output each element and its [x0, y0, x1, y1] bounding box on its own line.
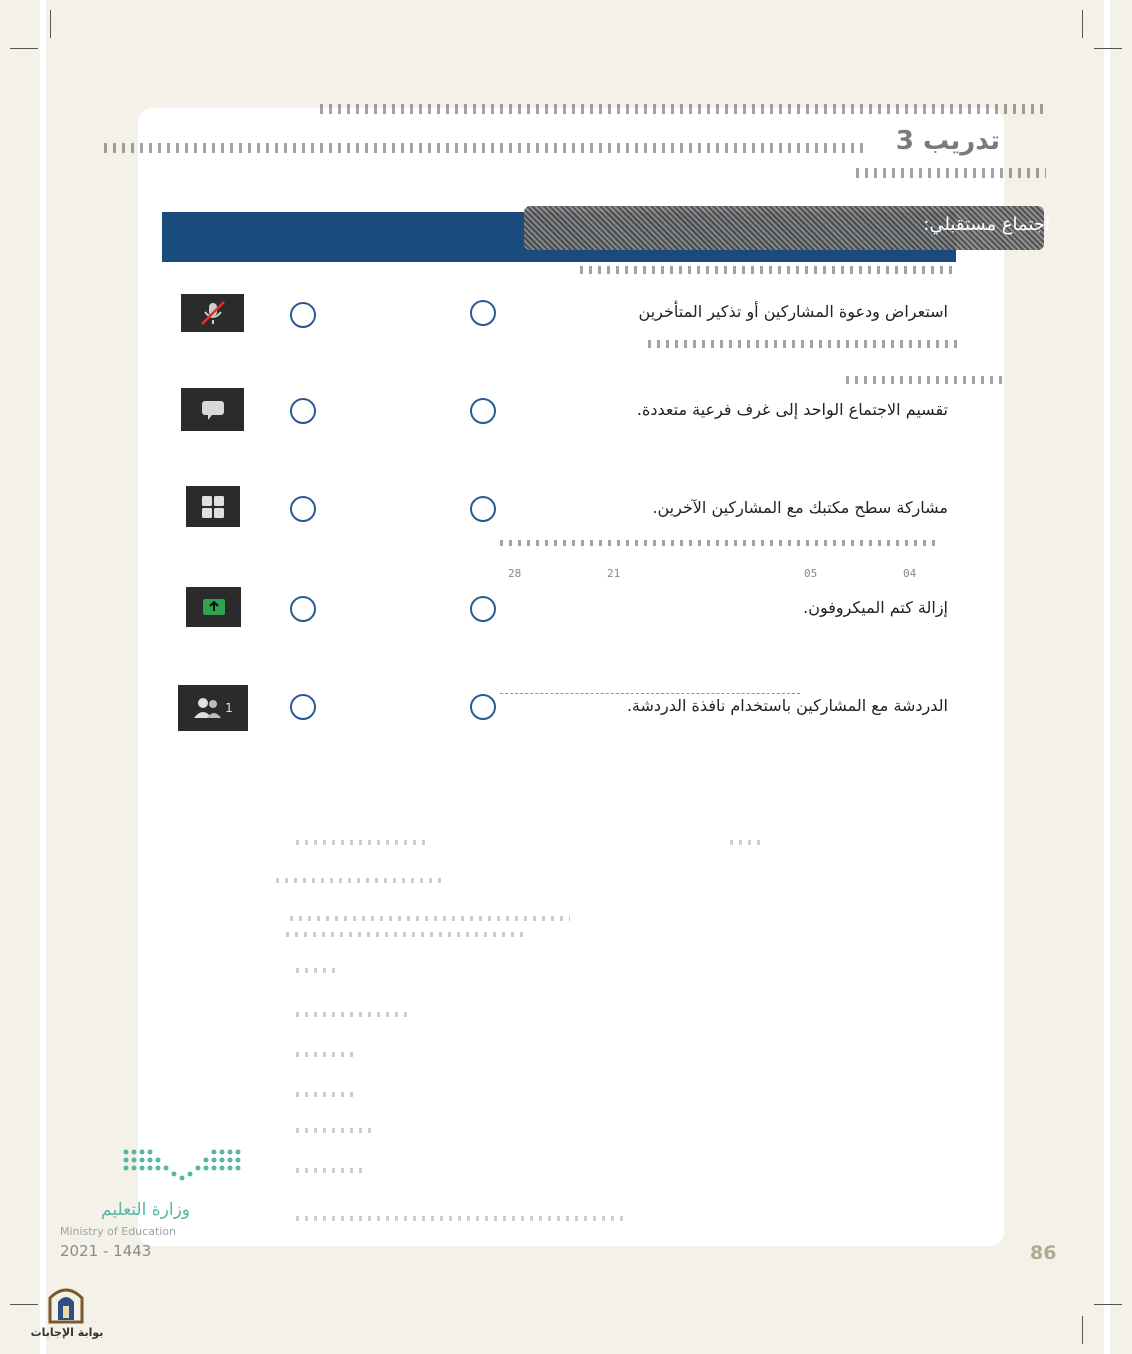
instruction-line: [580, 266, 956, 274]
ministry-name-arabic: وزارة التعليم: [101, 1200, 190, 1220]
ministry-logo-dots-icon: [120, 1146, 250, 1194]
bleed-through-line: [290, 916, 570, 921]
statement-text: الدردشة مع المشاركين باستخدام نافذة الدردشة.: [626, 696, 948, 715]
radio-option-a[interactable]: [290, 694, 316, 720]
bleed-through-line: [296, 1092, 356, 1097]
portal-logo-icon: [44, 1280, 88, 1328]
bleed-through-line: [276, 878, 442, 883]
radio-option-b[interactable]: [470, 694, 496, 720]
instruction-line: [500, 540, 940, 546]
instruction-line: [856, 168, 1046, 178]
faint-number: 05: [804, 567, 818, 580]
radio-option-b[interactable]: [470, 596, 496, 622]
participant-count: 1: [225, 701, 233, 715]
statement-text: مشاركة سطح مكتبك مع المشاركين الآخرين.: [652, 498, 948, 517]
faint-number: 04: [903, 567, 917, 580]
bleed-through-line: [296, 1052, 356, 1057]
bleed-through-line: [296, 1012, 408, 1017]
share-screen-icon[interactable]: [186, 587, 241, 627]
radio-option-a[interactable]: [290, 596, 316, 622]
bleed-through-line: [296, 968, 340, 973]
bleed-through-line: [286, 932, 526, 937]
crop-mark: [10, 48, 38, 49]
instruction-line: [846, 376, 1006, 384]
crop-mark: [1094, 48, 1122, 49]
table-header-text: اجتماع مستقبلي:: [923, 214, 1050, 235]
portal-label: بوابة الإجابات: [30, 1326, 104, 1339]
bleed-through-line: [296, 840, 426, 845]
page-edge-right: [1104, 0, 1110, 1354]
chat-bubble-icon[interactable]: [181, 388, 244, 431]
instruction-line: [104, 143, 864, 153]
ministry-name-english: Ministry of Education: [60, 1225, 177, 1238]
page-number: 86: [1030, 1242, 1057, 1264]
bleed-through-line: [730, 840, 760, 845]
radio-option-b[interactable]: [470, 496, 496, 522]
bleed-through-line: [296, 1168, 366, 1173]
statement-text: تقسيم الاجتماع الواحد إلى غرف فرعية متعددة.: [636, 400, 948, 419]
radio-option-b[interactable]: [470, 398, 496, 424]
instruction-line: [648, 340, 958, 348]
faint-number: 21: [607, 567, 621, 580]
crop-mark: [1082, 1316, 1083, 1344]
instruction-line: [320, 104, 1044, 114]
crop-mark: [1082, 10, 1083, 38]
radio-option-a[interactable]: [290, 496, 316, 522]
crop-mark: [10, 1304, 38, 1305]
exercise-title: تدريب 3: [895, 126, 1000, 156]
statement-text: استعراض ودعوة المشاركين أو تذكير المتأخرين: [638, 302, 948, 321]
muted-microphone-icon[interactable]: [181, 294, 244, 332]
bleed-through-line: [296, 1128, 376, 1133]
breakout-rooms-grid-icon[interactable]: [186, 486, 240, 527]
statement-text: إزالة كتم الميكروفون.: [803, 598, 948, 617]
content-sheet: [138, 108, 1004, 1246]
participants-icon[interactable]: [178, 685, 248, 731]
radio-option-a[interactable]: [290, 398, 316, 424]
radio-option-b[interactable]: [470, 300, 496, 326]
faint-number: 28: [508, 567, 522, 580]
crop-mark: [1094, 1304, 1122, 1305]
dotted-guide-line: [500, 693, 800, 694]
radio-option-a[interactable]: [290, 302, 316, 328]
crop-mark: [50, 10, 51, 38]
bleed-through-line: [296, 1216, 626, 1221]
academic-year: 2021 - 1443: [60, 1242, 152, 1260]
page-edge-left: [40, 0, 46, 1354]
